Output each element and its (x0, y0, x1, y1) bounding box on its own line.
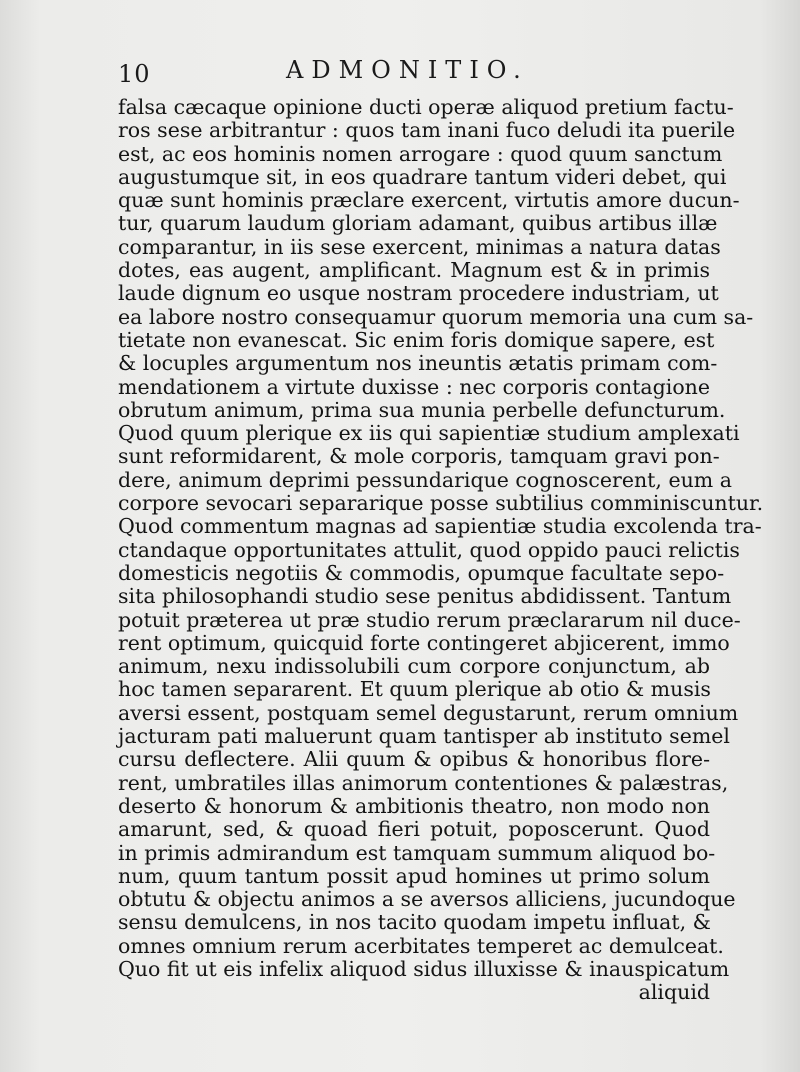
text-line: amarunt, sed, & quoad fieri potuit, poposcerunt. Quod (118, 817, 710, 842)
text-line: domesticis negotiis & commodis, opumque facultate sepo- (118, 560, 725, 585)
text-line: comparantur, in iis sese exercent, minimas a natura datas (118, 234, 721, 259)
text-line: rent optimum, quicquid forte contingeret abjicerent, immo (118, 630, 730, 655)
text-line: est, ac eos hominis nomen arrogare : quod quum sanctum (118, 141, 723, 166)
text-line: aliquid (638, 980, 710, 1005)
text-line: falsa cæcaque opinione ducti operæ aliquod pretium factu- (118, 95, 734, 119)
text-line: sensu demulcens, in nos tacito quodam impetu influat, & (118, 910, 711, 935)
text-line: omnes omnium rerum acerbitates temperet ac demulceat. (118, 933, 724, 958)
running-title: ADMONITIO. (286, 56, 529, 84)
page-header (118, 56, 710, 88)
text-line: ros sese arbitrantur : quos tam inani fuco deludi ita puerile (118, 118, 736, 143)
text-line: obrutum animum, prima sua munia perbelle defuncturum. (118, 397, 726, 422)
text-line: rent, umbratiles illas animorum contentiones & palæstras, (118, 770, 729, 795)
text-line: deserto & honorum & ambitionis theatro, non modo non (118, 793, 710, 818)
body-text (118, 95, 764, 1005)
text-line: Quod commentum magnas ad sapientiæ studia excolenda tra- (118, 514, 762, 539)
text-line: dotes, eas augent, amplificant. Magnum est & in primis (118, 258, 710, 283)
text-line: ctandaque opportunitates attulit, quod oppido pauci relictis (118, 537, 740, 562)
text-line: Quod quum plerique ex iis qui sapientiæ studium amplexati (118, 421, 740, 446)
text-line: in primis admirandum est tamquam summum aliquod bo- (118, 840, 716, 865)
text-line: aversi essent, postquam semel degustarunt, rerum omnium (118, 700, 739, 725)
text-line: jacturam pati maluerunt quam tantisper ab instituto semel (118, 724, 730, 749)
text-line: Quo fit ut eis infelix aliquod sidus illuxisse & inauspicatum (118, 956, 730, 981)
text-line: potuit præterea ut præ studio rerum præclararum nil duce- (118, 607, 741, 632)
text-line: quæ sunt hominis præclare exercent, virtutis amore ducun- (118, 188, 740, 213)
text-line: tur, quarum laudum gloriam adamant, quibus artibus illæ (118, 211, 718, 236)
text-line: num, quum tantum possit apud homines ut primo solum (118, 863, 710, 888)
text-line: corpore sevocari separarique posse subtilius comminiscuntur. (118, 491, 764, 516)
text-line: tietate non evanescat. Sic enim foris domique sapere, est (118, 327, 715, 352)
text-line: hoc tamen separarent. Et quum plerique ab otio & musis (118, 677, 711, 702)
text-line: & locuples argumentum nos ineuntis ætatis primam com- (118, 351, 718, 376)
text-line: laude dignum eo usque nostram procedere industriam, ut (118, 281, 719, 306)
text-line: obtutu & objectu animos a se aversos alliciens, jucundoque (118, 887, 736, 912)
text-line: mendationem a virtute duxisse : nec corporis contagione (118, 374, 710, 399)
text-line: cursu deflectere. Alii quum & opibus & honoribus flore- (118, 747, 710, 772)
text-line: dere, animum deprimi pessundarique cognoscerent, eum a (118, 467, 732, 492)
text-line: sunt reformidarent, & mole corporis, tamquam gravi pon- (118, 444, 720, 469)
text-line: animum, nexu indissolubili cum corpore conjunctum, ab (118, 654, 710, 679)
text-line: sita philosophandi studio sese penitus abdidissent. Tantum (118, 584, 732, 609)
text-line: ea labore nostro consequamur quorum memoria una cum sa- (118, 304, 754, 329)
page-number: 10 (118, 60, 151, 88)
text-line: augustumque sit, in eos quadrare tantum videri debet, qui (118, 164, 727, 189)
